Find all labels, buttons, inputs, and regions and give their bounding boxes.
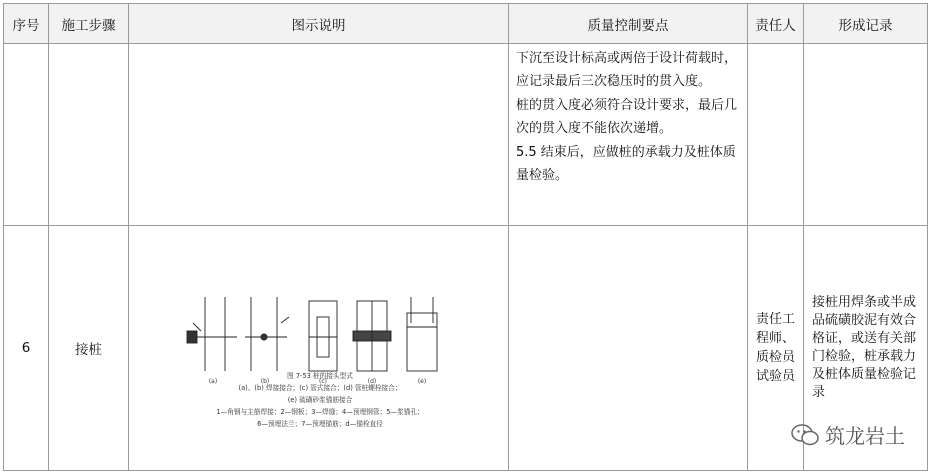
- header-figure: 图示说明: [129, 4, 509, 44]
- caption-line: 1—角钢与主筋焊接；2—钢板；3—焊缝；4—预埋钢管；5—浆锚孔；: [216, 408, 424, 416]
- cell-responsible: 责任工程师、质检员试验员: [748, 226, 804, 471]
- header-row: [4, 4, 928, 44]
- header-responsible: 责任人: [748, 4, 804, 44]
- cell-quality: [509, 44, 748, 226]
- cell-step: 接桩: [49, 226, 129, 471]
- table-row: [4, 44, 928, 226]
- construction-table: [3, 3, 928, 471]
- cell-step: [49, 44, 129, 226]
- panel-label: (e): [417, 378, 427, 385]
- cell-seq: [4, 44, 49, 226]
- cell-quality: [509, 226, 748, 471]
- cell-record: [804, 44, 928, 226]
- panel-label: (d): [367, 378, 377, 385]
- cell-responsible: [748, 44, 804, 226]
- quality-point: 下沉至设计标高或两倍于设计荷载时，应记录最后三次稳压时的贯入度。: [516, 51, 738, 89]
- caption-line: 6—预埋法兰；7—预埋锚筋；d—锚栓直径: [257, 420, 383, 428]
- cell-figure: [129, 226, 509, 471]
- figure-caption: [192, 370, 449, 430]
- caption-line: (a)、(b) 焊接接合；(c) 管式接合；(d) 管桩螺栓接合；: [238, 384, 402, 392]
- header-seq: 序号: [4, 4, 49, 44]
- watermark: [791, 420, 905, 449]
- header-record: 形成记录: [804, 4, 928, 44]
- watermark-text: 筑龙岩土: [825, 424, 905, 448]
- caption-line: (e) 硫磺砂浆锚筋接合: [287, 396, 353, 404]
- cell-seq: 6: [4, 226, 49, 471]
- header-quality: 质量控制要点: [509, 4, 748, 44]
- quality-point: 5.5 结束后，应做桩的承载力及桩体质量检验。: [516, 145, 736, 183]
- caption-title: 图 7-53 桩的接头型式: [287, 372, 353, 380]
- quality-point: 桩的贯入度必须符合设计要求，最后几次的贯入度不能依次递增。: [516, 98, 738, 136]
- panel-label: (c): [319, 378, 327, 385]
- table-row: [4, 226, 928, 471]
- header-step: 施工步骤: [49, 4, 129, 44]
- wechat-icon: [791, 424, 819, 446]
- panel-label: (b): [260, 378, 270, 385]
- cell-figure: [129, 44, 509, 226]
- panel-label: (a): [208, 378, 218, 385]
- cell-record: 接桩用焊条或半成品硫磺胶泥有效合格证，或送有关部门检验，桩承载力及桩体质量检验记录: [804, 226, 928, 471]
